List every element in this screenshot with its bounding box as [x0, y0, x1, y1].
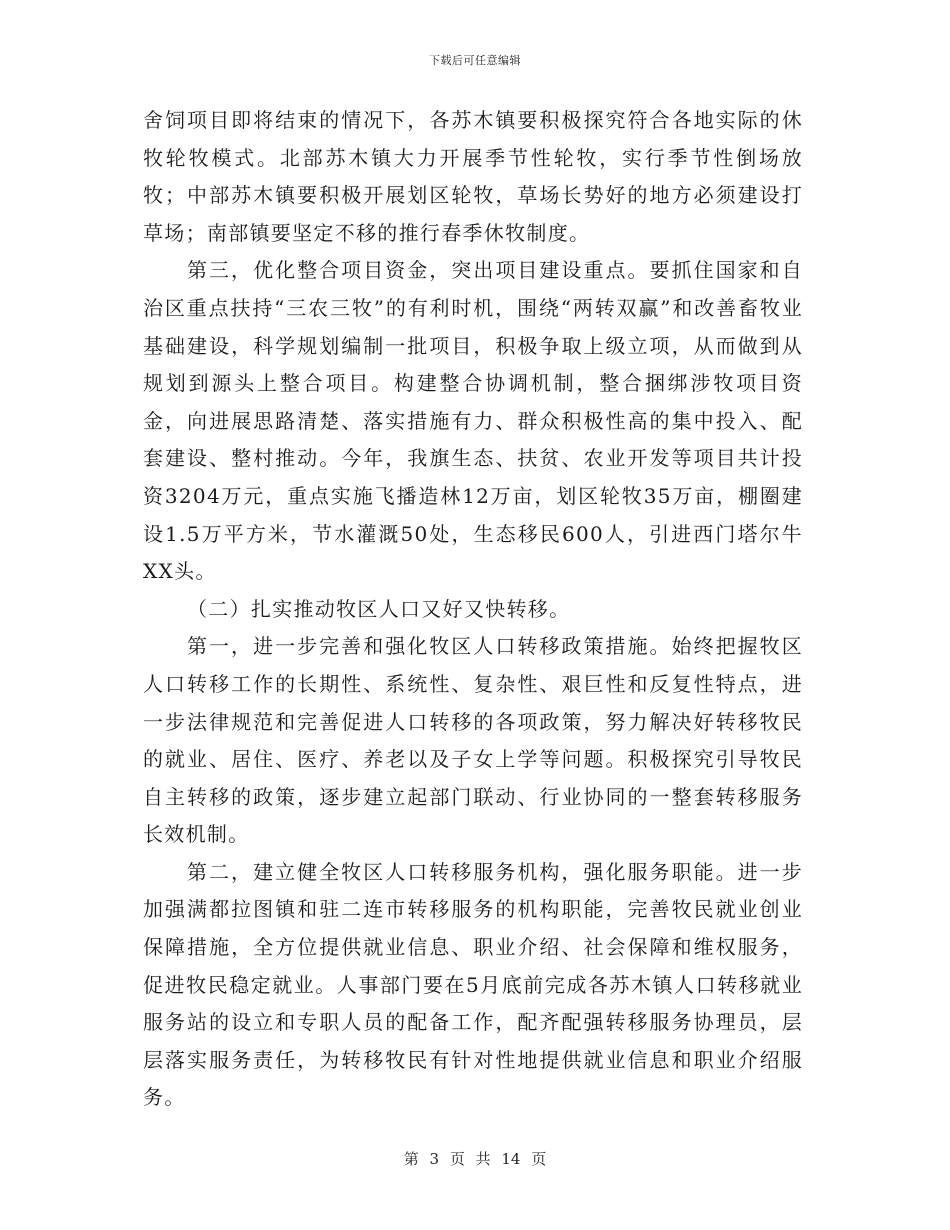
document-body — [143, 102, 803, 1117]
paragraph-second-point: 第二，建立健全牧区人口转移服务机构，强化服务职能。进一步加强满都拉图镇和驻二连市转移服务的机构职能，完善牧民就业创业保障措施，全方位提供就业信息、职业介绍、社会保障和维权服务，促进牧民稳定就业。人事部门要在5月底前完成各苏木镇人口转移就业服务站的设立和专职人员的配备工作，配齐配强转移服务协理员，层层落实服务责任，为转移牧民有针对性地提供就业信息和职业介绍服务。 — [143, 859, 803, 1110]
page-header: 下载后可任意编辑 — [429, 54, 521, 67]
paragraph-third-point: 第三，优化整合项目资金，突出项目建设重点。要抓住国家和自治区重点扶持“三农三牧”的有利时机，围绕“两转双赢”和改善畜牧业基础建设，科学规划编制一批项目，积极争取上级立项，从而做到从规划到源头上整合项目。构建整合协调机制，整合捆绑涉牧项目资金，向进展思路清楚、落实措施有力、群众积极性高的集中投入、配套建设、整村推动。今年，我旗生态、扶贫、农业开发等项目共计投资3204万元，重点实施飞播造林12万亩，划区轮牧35万亩，棚圈建设1.5万平方米，节水灌溉50处，生态移民600人，引进西门塔尔牛XX头。 — [143, 258, 803, 584]
paragraph-continuation: 舍饲项目即将结束的情况下，各苏木镇要积极探究符合各地实际的休牧轮牧模式。北部苏木镇大力开展季节性轮牧，实行季节性倒场放牧；中部苏木镇要积极开展划区轮牧，草场长势好的地方必须建设打草场；南部镇要坚定不移的推行春季休牧制度。 — [143, 108, 803, 245]
section-heading-2: （二）扎实推动牧区人口又好又快转移。 — [187, 596, 571, 621]
paragraph-first-point: 第一，进一步完善和强化牧区人口转移政策措施。始终把握牧区人口转移工作的长期性、系统性、复杂性、艰巨性和反复性特点，进一步法律规范和完善促进人口转移的各项政策，努力解决好转移牧民的就业、居住、医疗、养老以及子女上学等问题。积极探究引导牧民自主转移的政策，逐步建立起部门联动、行业协同的一整套转移服务长效机制。 — [143, 634, 803, 847]
page-footer: 第 3 页 共 14 页 — [403, 1150, 547, 1168]
